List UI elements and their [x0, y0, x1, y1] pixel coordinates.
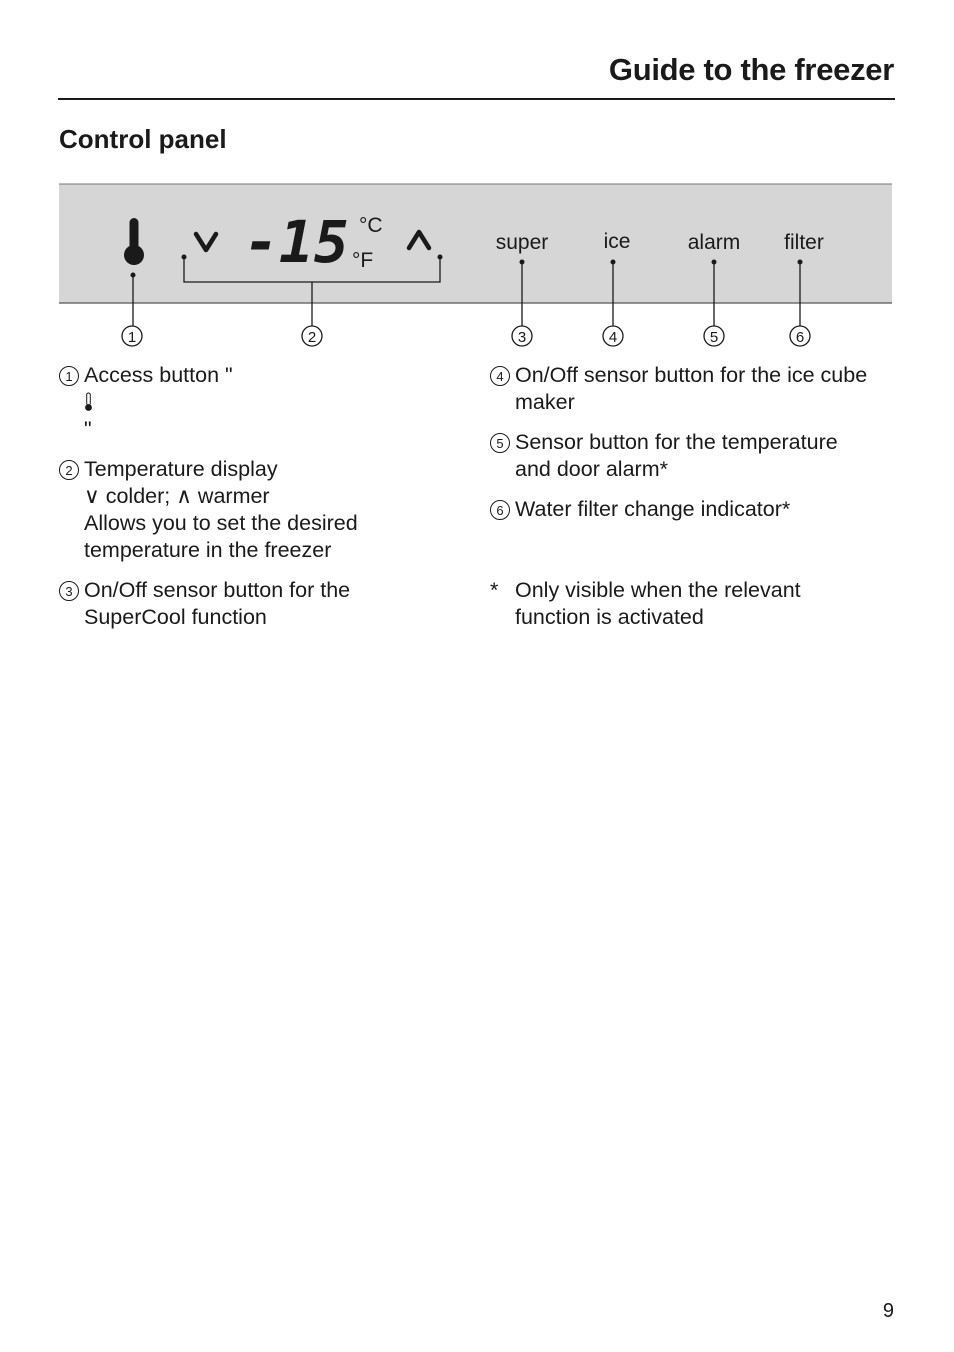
legend-text: On/Off sensor button for the ice cube [515, 363, 868, 387]
svg-text:3: 3 [517, 329, 527, 346]
page-title: Guide to the freezer [608, 52, 894, 87]
legend-text: Water filter change indicator* [515, 497, 791, 521]
unit-fahrenheit: °F [352, 249, 374, 272]
callout-2 [302, 326, 322, 346]
footnote [490, 577, 910, 631]
svg-text:6: 6 [795, 329, 805, 346]
footnote-text: Only visible when the relevant [515, 578, 801, 602]
ice-button[interactable]: ice [603, 230, 631, 253]
legend-item-temperature-display [59, 456, 459, 564]
filter-indicator: filter [784, 231, 824, 254]
svg-text:1: 1 [127, 329, 137, 346]
unit-celsius: °C [359, 214, 383, 237]
svg-text:5: 5 [709, 329, 719, 346]
section-title: Control panel [59, 124, 227, 154]
callout-1 [122, 326, 142, 346]
legend-number: 1 [59, 366, 79, 386]
svg-text:4: 4 [608, 329, 618, 346]
legend-item-super-button [59, 577, 459, 631]
alarm-button[interactable]: alarm [687, 231, 741, 254]
legend-number: 2 [59, 460, 79, 480]
legend-number: 5 [490, 433, 510, 453]
legend-item-ice-button [490, 362, 910, 416]
control-panel-diagram [0, 0, 954, 360]
control-panel-background [59, 184, 892, 303]
legend-item-filter-indicator [490, 496, 910, 523]
legend-text: On/Off sensor button for the [84, 578, 351, 602]
legend-item-alarm-button [490, 429, 910, 483]
legend-right-column [490, 362, 910, 631]
callout-5 [704, 326, 724, 346]
temperature-value: -15 [244, 208, 349, 276]
footnote-mark: * [490, 578, 499, 602]
legend-number: 3 [59, 581, 79, 601]
super-button[interactable]: super [495, 231, 549, 254]
callout-6 [790, 326, 810, 346]
legend-number: 6 [490, 500, 510, 520]
legend-text: Access button " [84, 363, 233, 387]
footnote-text: function is activated [515, 605, 704, 629]
callout-3 [512, 326, 532, 346]
svg-text:2: 2 [307, 329, 317, 346]
legend-text: ∨ colder; ∧ warmer [84, 484, 270, 508]
legend-text: SuperCool function [84, 605, 267, 629]
thermometer-icon [84, 392, 93, 412]
legend-text: maker [515, 390, 575, 414]
legend-text: Sensor button for the temperature [515, 430, 838, 454]
legend-text: " [84, 417, 92, 441]
page-number: 9 [882, 1300, 894, 1322]
legend-text: Allows you to set the desired [84, 511, 358, 535]
legend-text: temperature in the freezer [84, 538, 332, 562]
legend-item-access-button [59, 362, 459, 443]
legend-number: 4 [490, 366, 510, 386]
callout-4 [603, 326, 623, 346]
legend-text: and door alarm* [515, 457, 668, 481]
legend-text: Temperature display [84, 457, 278, 481]
legend-left-column [59, 362, 459, 644]
